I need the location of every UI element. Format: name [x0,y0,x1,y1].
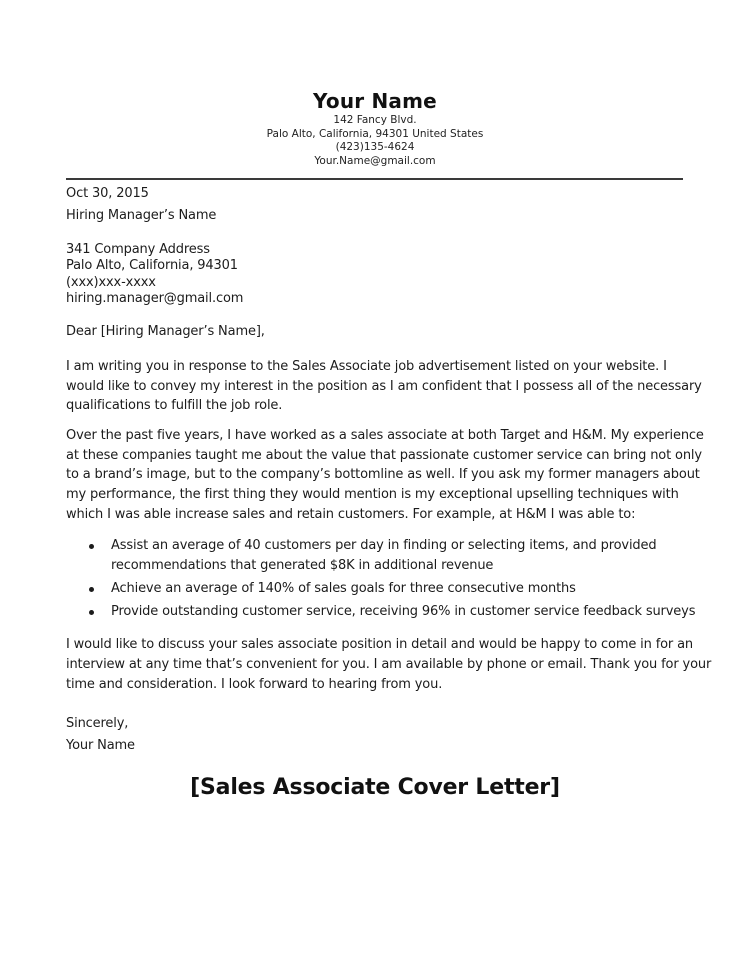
intro-paragraph [66,357,702,416]
sender-email: Your.Name@gmail.com [314,154,436,167]
letterhead [0,88,750,168]
sender-name: Your Name [313,89,437,113]
paragraph-line: at these companies taught me about the value that passionate customer service can bring not only [66,447,702,463]
paragraph-line: time and consideration. I look forward to hearing from you. [66,676,443,692]
salutation: Dear [Hiring Manager’s Name], [66,324,265,340]
list-item-text: Achieve an average of 140% of sales goals for three consecutive months [111,581,576,597]
bullet-icon [89,544,94,549]
letter-date: Oct 30, 2015 [66,186,149,201]
document-title: [Sales Associate Cover Letter] [190,775,560,800]
recipient-address: 341 Company Address [66,241,210,257]
paragraph-line: would like to convey my interest in the position as I am confident that I possess all of the necessary [66,378,702,394]
paragraph-line: my performance, the first thing they would mention is my exceptional upselling techniques with [66,487,679,503]
paragraph-line: I am writing you in response to the Sales Associate job advertisement listed on your website. I [66,358,667,374]
paragraph-line: qualifications to fulfill the job role. [66,398,283,414]
experience-paragraph [66,426,704,525]
paragraph-line: Over the past five years, I have worked as a sales associate at both Target and H&M. My experience [66,427,704,443]
sender-phone: (423)135-4624 [335,141,415,153]
letter-body [66,186,712,757]
header-divider [66,178,683,180]
recipient-city: Palo Alto, California, 94301 [66,258,238,274]
list-item [66,602,696,622]
closing-paragraph [66,635,712,694]
sender-address-line1: 142 Fancy Blvd. [333,114,417,126]
sender-address-line2: Palo Alto, California, 94301 United States [266,127,484,140]
sign-off-block [66,713,691,757]
list-item-text: Provide outstanding customer service, receiving 96% in customer service feedback surveys [111,604,696,620]
list-item-text: Assist an average of 40 customers per day in finding or selecting items, and provided [111,538,657,554]
paragraph-line: I would like to discuss your sales associate position in detail and would be happy to come in for an [66,637,694,653]
recipient-phone: (xxx)xxx-xxxx [66,274,156,290]
list-item [66,579,691,599]
list-item-text: recommendations that generated $8K in additional revenue [111,558,494,574]
list-item [66,536,691,576]
paragraph-line: to a brand’s image, but to the company’s bottomline as well. If you ask my former managers about [66,467,700,483]
paragraph-line: which I was able increase sales and retain customers. For example, at H&M I was able to: [66,506,636,522]
signature-name: Your Name [66,737,135,753]
recipient-name: Hiring Manager’s Name [66,208,217,224]
achievements-list [66,536,696,622]
bullet-icon [89,587,94,592]
bullet-icon [89,610,94,615]
sign-off: Sincerely, [66,715,129,731]
paragraph-line: interview at any time that’s convenient for you. I am available by phone or email. Thank you for your [66,657,712,673]
recipient-email: hiring.manager@gmail.com [66,291,244,307]
